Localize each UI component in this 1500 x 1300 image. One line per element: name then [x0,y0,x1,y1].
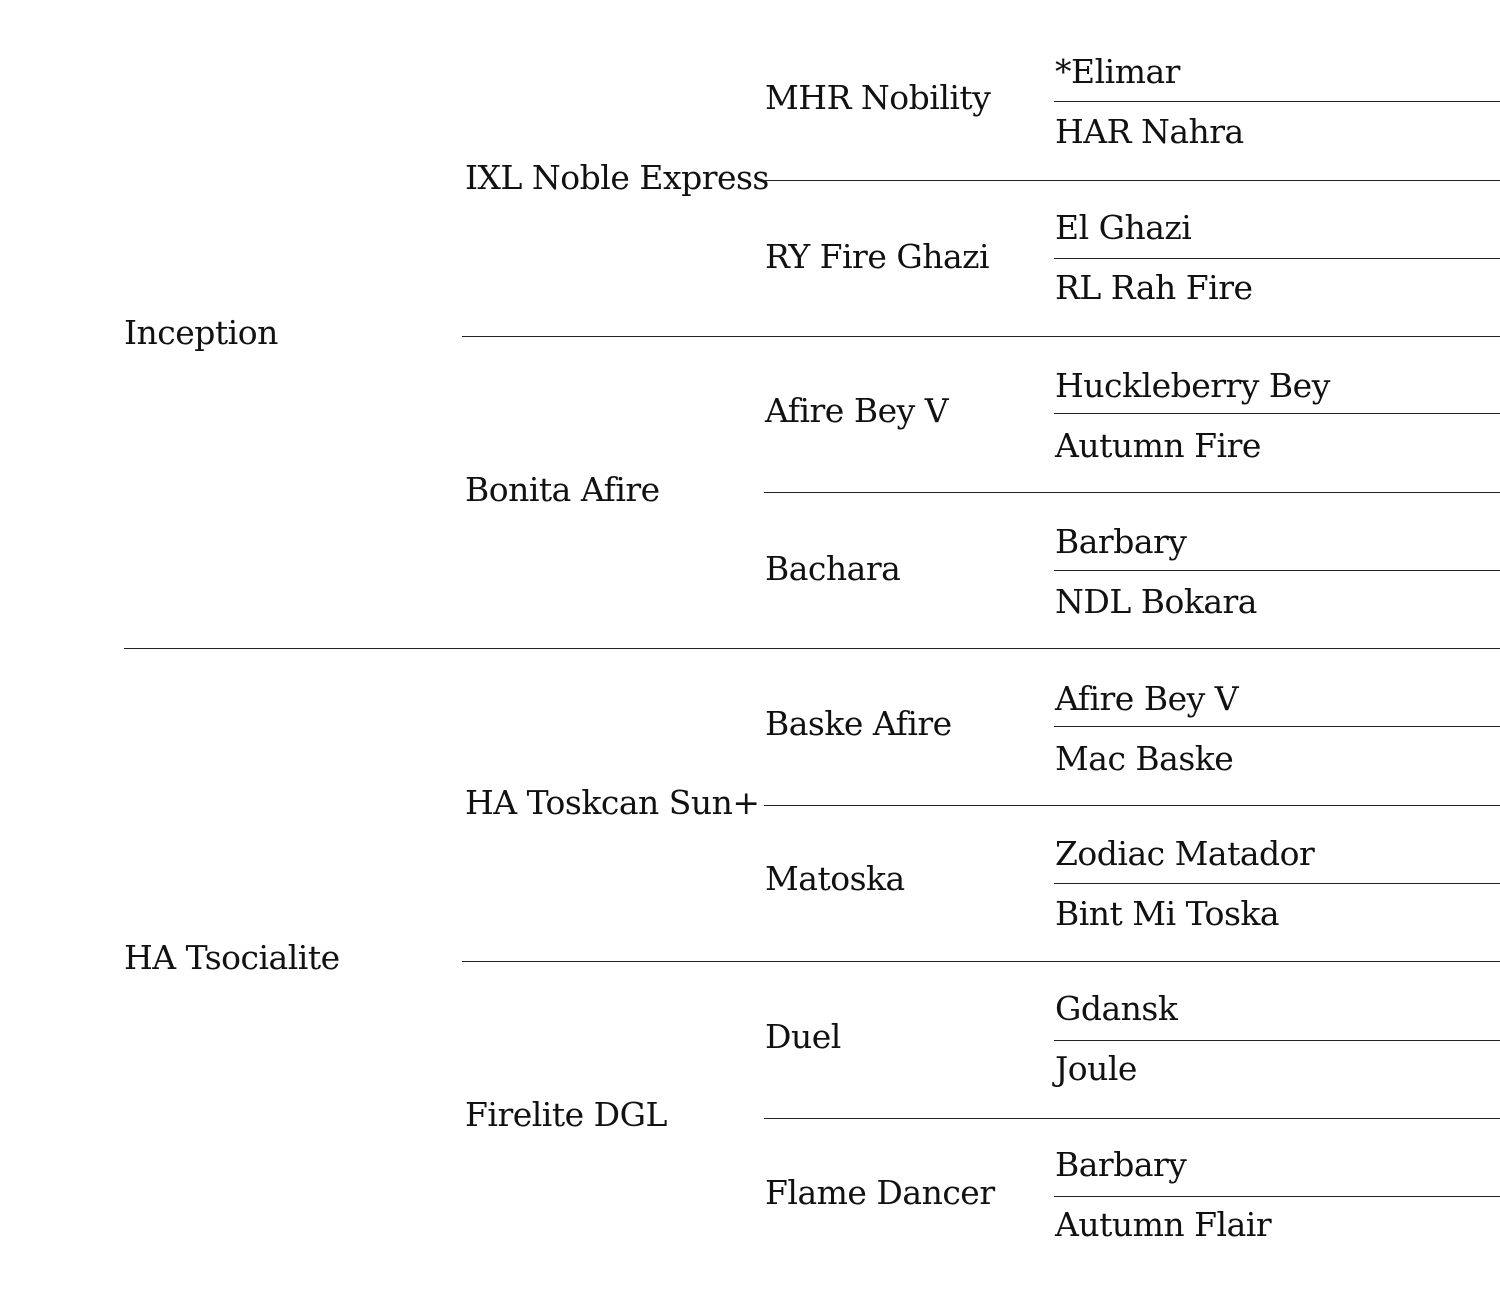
sire-name: Inception [124,313,278,352]
g4-name-5: Huckleberry Bey [1055,366,1330,405]
gen3-divider-2 [764,492,1500,493]
g3-name-1: MHR Nobility [765,78,991,117]
g3-name-8: Flame Dancer [765,1173,995,1212]
gen4-divider-8 [1054,1196,1500,1197]
g3-name-7: Duel [765,1017,841,1056]
g4-name-14: Joule [1055,1049,1137,1088]
g4-name-15: Barbary [1055,1145,1187,1184]
g4-name-3: El Ghazi [1055,208,1192,247]
g3-name-3: Afire Bey V [765,391,949,430]
sire-sire-name: IXL Noble Express [465,158,769,197]
g4-name-12: Bint Mi Toska [1055,894,1280,933]
g4-name-7: Barbary [1055,522,1187,561]
g4-name-10: Mac Baske [1055,739,1234,778]
gen3-divider-3 [764,805,1500,806]
gen4-divider-5 [1054,726,1500,727]
g3-name-4: Bachara [765,549,901,588]
gen2-divider-top [462,336,1500,337]
dam-sire-name: HA Toskcan Sun+ [465,783,760,822]
g4-name-1: *Elimar [1055,52,1180,91]
g4-name-6: Autumn Fire [1055,426,1261,465]
gen1-divider [124,648,1500,649]
g3-name-6: Matoska [765,859,905,898]
g4-name-4: RL Rah Fire [1055,268,1253,307]
gen4-divider-4 [1054,570,1500,571]
gen4-divider-6 [1054,883,1500,884]
sire-dam-name: Bonita Afire [465,470,660,509]
g4-name-11: Zodiac Matador [1055,834,1315,873]
gen4-divider-7 [1054,1040,1500,1041]
dam-name: HA Tsocialite [124,938,340,977]
gen4-divider-2 [1054,258,1500,259]
g4-name-16: Autumn Flair [1055,1205,1272,1244]
gen3-divider-4 [764,1118,1500,1119]
g4-name-9: Afire Bey V [1055,679,1239,718]
gen4-divider-1 [1054,101,1500,102]
dam-dam-name: Firelite DGL [465,1095,667,1134]
g4-name-13: Gdansk [1055,989,1178,1028]
g3-name-5: Baske Afire [765,704,952,743]
gen4-divider-3 [1054,413,1500,414]
gen3-divider-1 [764,180,1500,181]
g4-name-8: NDL Bokara [1055,582,1257,621]
g4-name-2: HAR Nahra [1055,112,1244,151]
gen2-divider-bottom [462,961,1500,962]
g3-name-2: RY Fire Ghazi [765,237,990,276]
